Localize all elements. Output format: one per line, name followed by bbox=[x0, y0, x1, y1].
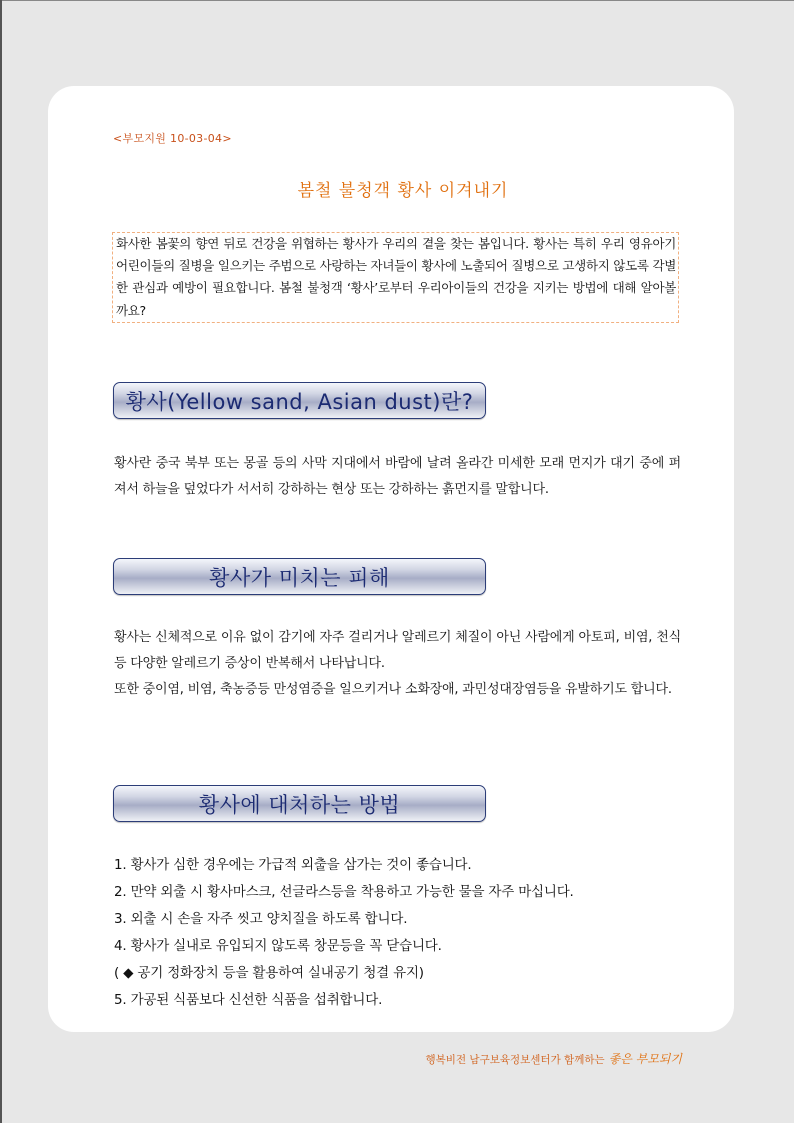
section-heading-damage bbox=[113, 558, 486, 595]
footer-text: 행복비전 남구보육정보센터가 함께하는 bbox=[425, 1054, 605, 1066]
section-heading-label: 황사가 미치는 피해 bbox=[209, 565, 390, 590]
page-border-top bbox=[0, 0, 794, 1]
section-heading-label: 황사(Yellow sand, Asian dust)란? bbox=[125, 389, 474, 414]
footer-brand: 좋은 부모되기 bbox=[608, 1052, 682, 1066]
list-item: 4. 황사가 실내로 유입되지 않도록 창문등을 꼭 닫습니다. bbox=[114, 938, 442, 954]
issue-label: <부모지원 10-03-04> bbox=[113, 132, 232, 145]
damage-paragraph-2: 또한 중이염, 비염, 축농증등 만성염증을 일으키거나 소화장애, 과민성대장염등을 유발하기도 합니다. bbox=[114, 682, 672, 697]
list-item: ( ◆ 공기 정화장치 등을 활용하여 실내공기 청결 유지) bbox=[114, 965, 424, 981]
damage-paragraph-1: 황사는 신체적으로 이유 없이 감기에 자주 걸리거나 알레르기 체질이 아닌 사람에게 아토피, 비염, 천식등 다양한 알레르기 증상이 반복해서 나타납니다. bbox=[114, 630, 681, 671]
definition-paragraph: 황사란 중국 북부 또는 몽골 등의 사막 지대에서 바람에 날려 올라간 미세한 모래 먼지가 대기 중에 퍼져서 하늘을 덮었다가 서서히 강하하는 현상 또는 강하하는 흙먼지를 말합니다. bbox=[114, 456, 681, 497]
page-border-left bbox=[0, 0, 2, 1123]
list-item: 3. 외출 시 손을 자주 씻고 양치질을 하도록 합니다. bbox=[114, 911, 408, 927]
section-heading-methods bbox=[113, 785, 486, 822]
section-heading-label: 황사에 대처하는 방법 bbox=[198, 792, 401, 817]
list-item: 2. 만약 외출 시 황사마스크, 선글라스등을 착용하고 가능한 물을 자주 마십니다. bbox=[114, 884, 574, 900]
methods-list bbox=[114, 852, 681, 1014]
intro-text: 화사한 봄꽃의 향연 뒤로 건강을 위협하는 황사가 우리의 곁을 찾는 봄입니다. 황사는 특히 우리 영유아기 어린이들의 질병을 일으키는 주범으로 사랑하는 자녀들이 황사에 노출되어 질병으로 고생하지 않도록 각별한 관심과 예방이 필요합니다. 봄철 불청객 ‘황사’로부터 우리아이들의 건강을 지키는 방법에 대해 알아볼까요? bbox=[116, 236, 676, 318]
intro-box bbox=[112, 232, 679, 323]
section-heading-definition bbox=[113, 382, 486, 419]
document-title: 봄철 불청객 황사 이겨내기 bbox=[297, 181, 509, 201]
list-item: 5. 가공된 식품보다 신선한 식품을 섭취합니다. bbox=[114, 992, 383, 1008]
list-item: 1. 황사가 심한 경우에는 가급적 외출을 삼가는 것이 좋습니다. bbox=[114, 857, 472, 873]
footer bbox=[426, 1050, 682, 1067]
